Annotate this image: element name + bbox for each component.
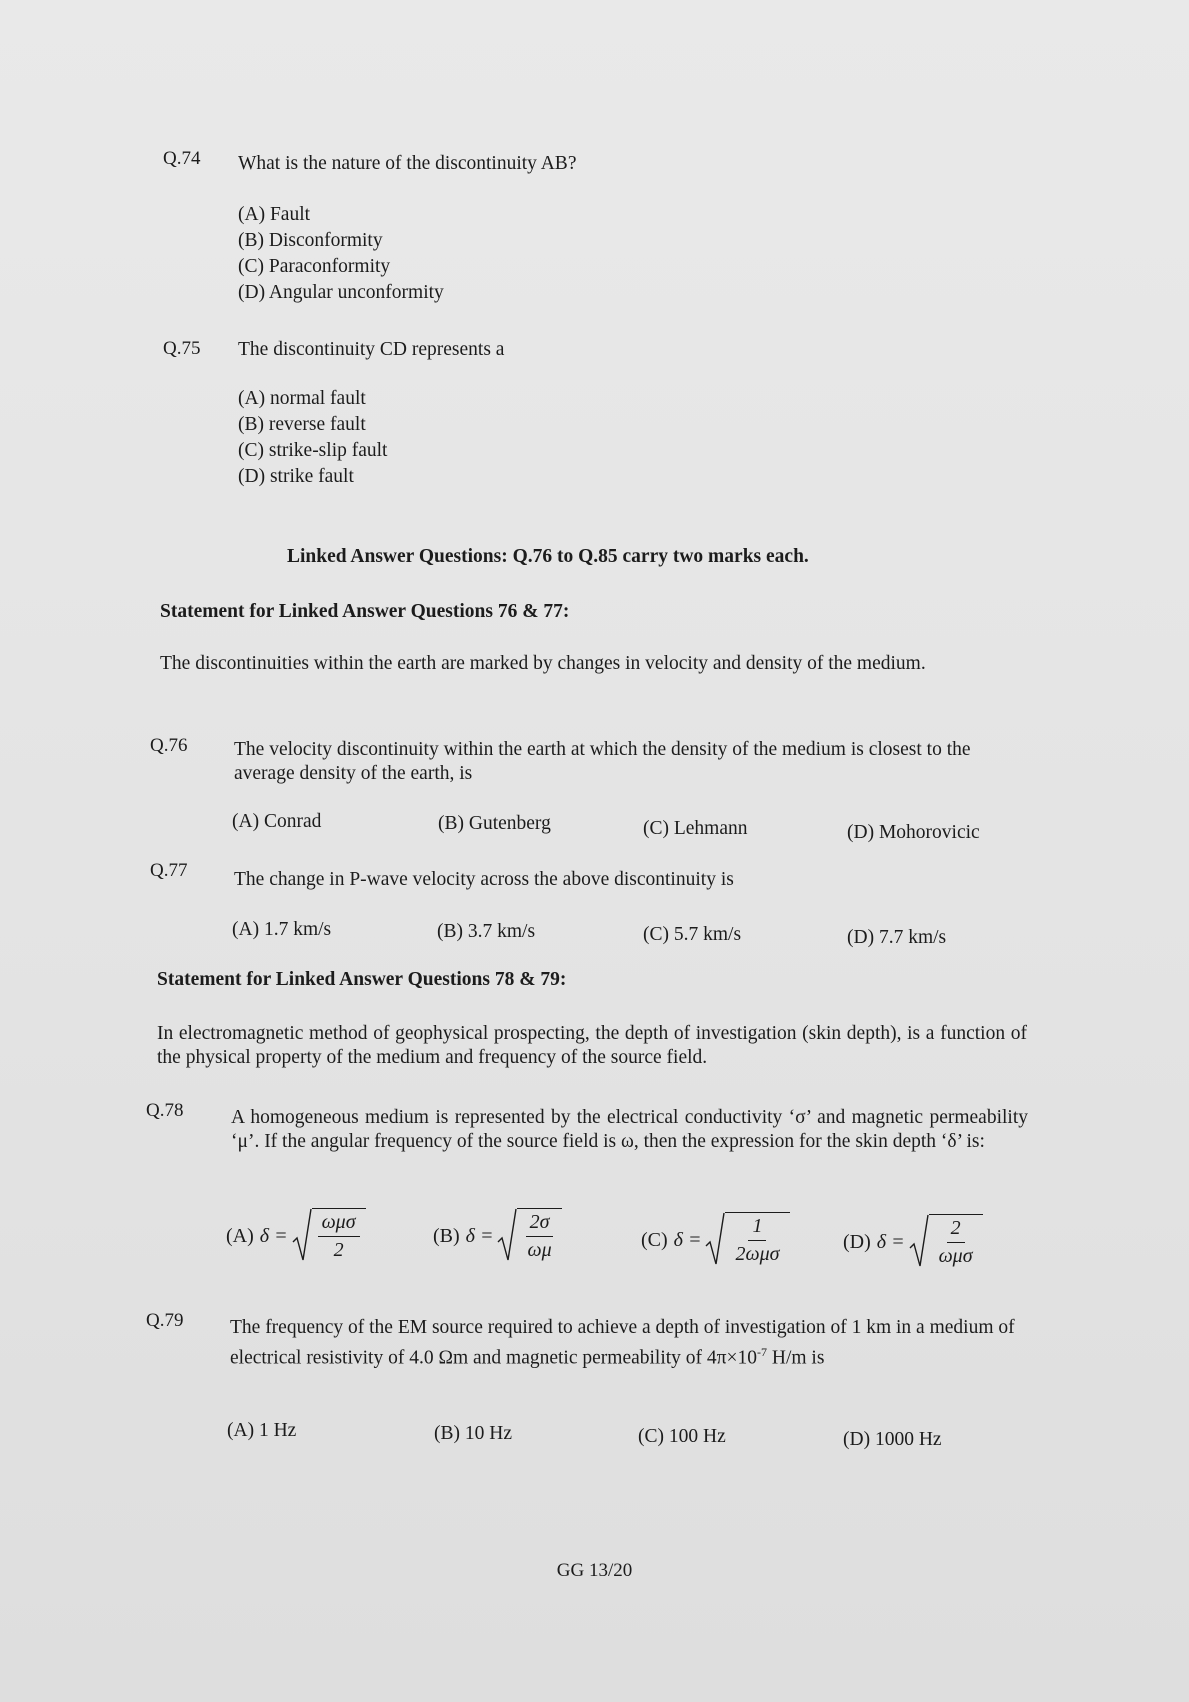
option-b: (B) reverse fault (238, 414, 366, 435)
square-root (292, 1208, 366, 1264)
statement-text: The discontinuities within the earth are marked by changes in velocity and density of the medium. (160, 653, 926, 674)
radical-sign-icon (292, 1208, 312, 1264)
question-text: What is the nature of the discontinuity AB? (238, 153, 577, 174)
option-label: (A) (226, 1224, 254, 1247)
square-root (497, 1208, 561, 1264)
statement-text: In electromagnetic method of geophysical prospecting, the depth of investigation (skin depth), is a function of the physical property of the medium and frequency of the source field. (157, 1023, 1027, 1068)
fraction (312, 1208, 366, 1264)
fraction (725, 1212, 789, 1268)
option-c: (C) Paraconformity (238, 256, 391, 277)
option-b-formula (433, 1208, 562, 1264)
radical-sign-icon (497, 1208, 517, 1264)
question-text-unit: H/m is (767, 1347, 825, 1369)
option-b: (B) Disconformity (238, 230, 383, 251)
option-b: (B) 10 Hz (434, 1423, 512, 1444)
numerator: 2σ (526, 1211, 554, 1237)
numerator: 2 (947, 1217, 965, 1243)
option-label: (D) (843, 1230, 871, 1253)
question-text (230, 1316, 1030, 1371)
radical-sign-icon (705, 1212, 725, 1268)
option-a: (A) normal fault (238, 388, 366, 409)
option-d: (D) Angular unconformity (238, 282, 444, 303)
option-d: (D) 1000 Hz (843, 1429, 942, 1450)
option-d-formula (843, 1214, 983, 1270)
option-a: (A) Conrad (232, 811, 322, 832)
option-a: (A) 1.7 km/s (232, 919, 332, 940)
option-a: (A) Fault (238, 204, 311, 225)
numerator: 1 (748, 1215, 766, 1241)
question-number: Q.79 (146, 1310, 184, 1331)
question-text-main: The frequency of the EM source required to achieve a depth of investigation of 1 km in a medium of electrical resistivity of 4.0 Ωm and magnetic permeability of 4π×10 (230, 1317, 1015, 1369)
section-heading: Linked Answer Questions: Q.76 to Q.85 carry two marks each. (287, 546, 809, 567)
option-d: (D) Mohorovicic (847, 822, 980, 843)
option-a: (A) 1 Hz (227, 1420, 297, 1441)
denominator: ωμ (527, 1239, 552, 1261)
page-footer: GG 13/20 (556, 1560, 633, 1581)
numerator: ωμσ (318, 1211, 360, 1237)
question-text: The discontinuity CD represents a (238, 339, 505, 360)
question-number: Q.78 (146, 1100, 184, 1121)
statement-title: Statement for Linked Answer Questions 78 & 79: (157, 969, 567, 990)
question-text: The velocity discontinuity within the earth at which the density of the medium is closest to the average density of the earth, is (234, 739, 971, 784)
exponent: -7 (757, 1345, 768, 1359)
option-c: (C) Lehmann (643, 818, 748, 839)
formula-lhs: δ = (673, 1228, 702, 1251)
options-list (238, 386, 387, 490)
fraction (517, 1208, 561, 1264)
question-number: Q.77 (150, 860, 188, 881)
options-list (238, 202, 444, 306)
option-d: (D) strike fault (238, 466, 354, 487)
question-text: A homogeneous medium is represented by the electrical conductivity ‘σ’ and magnetic permeability ‘μ’. If the angular frequency of the source field is ω, then the expression for the skin depth ‘δ’ is: (231, 1107, 1028, 1152)
radical-sign-icon (909, 1214, 929, 1270)
denominator: 2ωμσ (735, 1243, 780, 1265)
formula-lhs: δ = (465, 1224, 494, 1247)
option-b: (B) 3.7 km/s (437, 921, 536, 942)
denominator: ωμσ (938, 1245, 973, 1267)
formula-lhs: δ = (259, 1224, 288, 1247)
option-c: (C) strike-slip fault (238, 440, 388, 461)
option-b: (B) Gutenberg (438, 813, 551, 834)
option-a-formula (226, 1208, 366, 1264)
option-c-formula (641, 1212, 790, 1268)
question-number: Q.76 (150, 735, 188, 756)
question-number: Q.74 (163, 148, 201, 169)
denominator: 2 (333, 1239, 344, 1261)
option-c: (C) 5.7 km/s (643, 924, 742, 945)
option-label: (B) (433, 1224, 460, 1247)
formula-lhs: δ = (876, 1230, 905, 1253)
question-text: The change in P-wave velocity across the above discontinuity is (234, 869, 734, 890)
question-number: Q.75 (163, 338, 201, 359)
statement-title: Statement for Linked Answer Questions 76 & 77: (160, 601, 570, 622)
square-root (909, 1214, 983, 1270)
option-d: (D) 7.7 km/s (847, 927, 947, 948)
square-root (705, 1212, 789, 1268)
option-c: (C) 100 Hz (638, 1426, 726, 1447)
option-label: (C) (641, 1228, 668, 1251)
fraction (929, 1214, 983, 1270)
